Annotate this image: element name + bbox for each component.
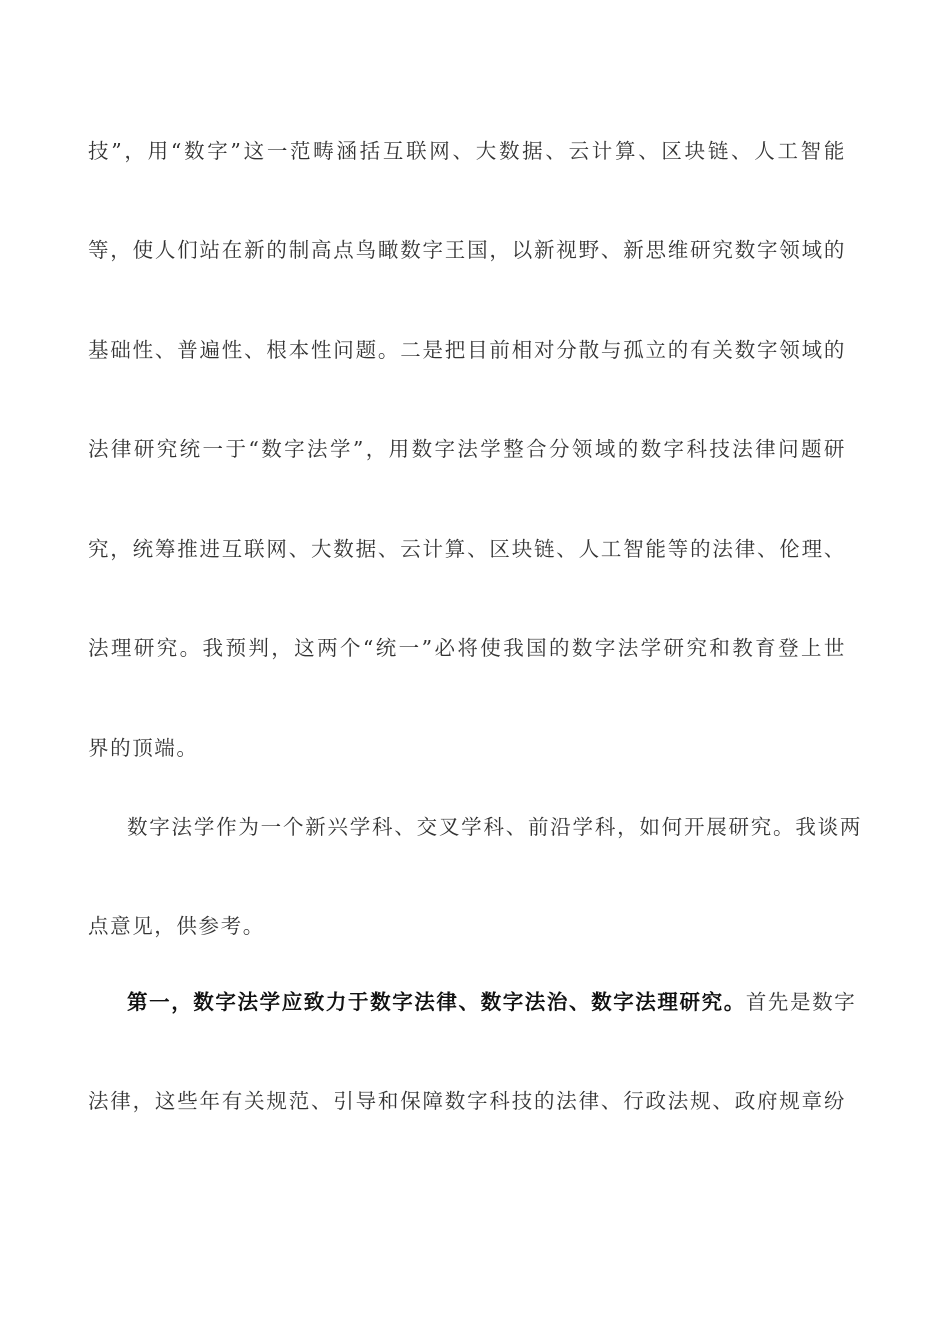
paragraph-line: 法律，这些年有关规范、引导和保障数字科技的法律、行政法规、政府规章纷 <box>88 1089 846 1113</box>
point-one-heading: 第一，数字法学应致力于数字法律、数字法治、数字法理研究。 <box>127 990 746 1014</box>
paragraph-line: 基础性、普遍性、根本性问题。二是把目前相对分散与孤立的有关数字领域的 <box>88 338 846 362</box>
paragraph-line: 等，使人们站在新的制高点鸟瞰数字王国，以新视野、新思维研究数字领域的 <box>88 238 846 262</box>
paragraph-line: 点意见，供参考。 <box>88 914 265 938</box>
paragraph-line: 法理研究。我预判，这两个“统一”必将使我国的数字法学研究和教育登上世 <box>88 636 846 660</box>
paragraph-line: 技”，用“数字”这一范畴涵括互联网、大数据、云计算、区块链、人工智能 <box>88 139 846 163</box>
point-one-line <box>127 988 862 1016</box>
paragraph-line: 数字法学作为一个新兴学科、交叉学科、前沿学科，如何开展研究。我谈两 <box>127 815 862 839</box>
paragraph-line: 界的顶端。 <box>88 736 199 760</box>
point-one-body: 首先是数字 <box>745 990 857 1014</box>
paragraph-line: 究，统筹推进互联网、大数据、云计算、区块链、人工智能等的法律、伦理、 <box>88 537 846 561</box>
paragraph-line: 法律研究统一于“数字法学”，用数字法学整合分领域的数字科技法律问题研 <box>88 437 846 461</box>
